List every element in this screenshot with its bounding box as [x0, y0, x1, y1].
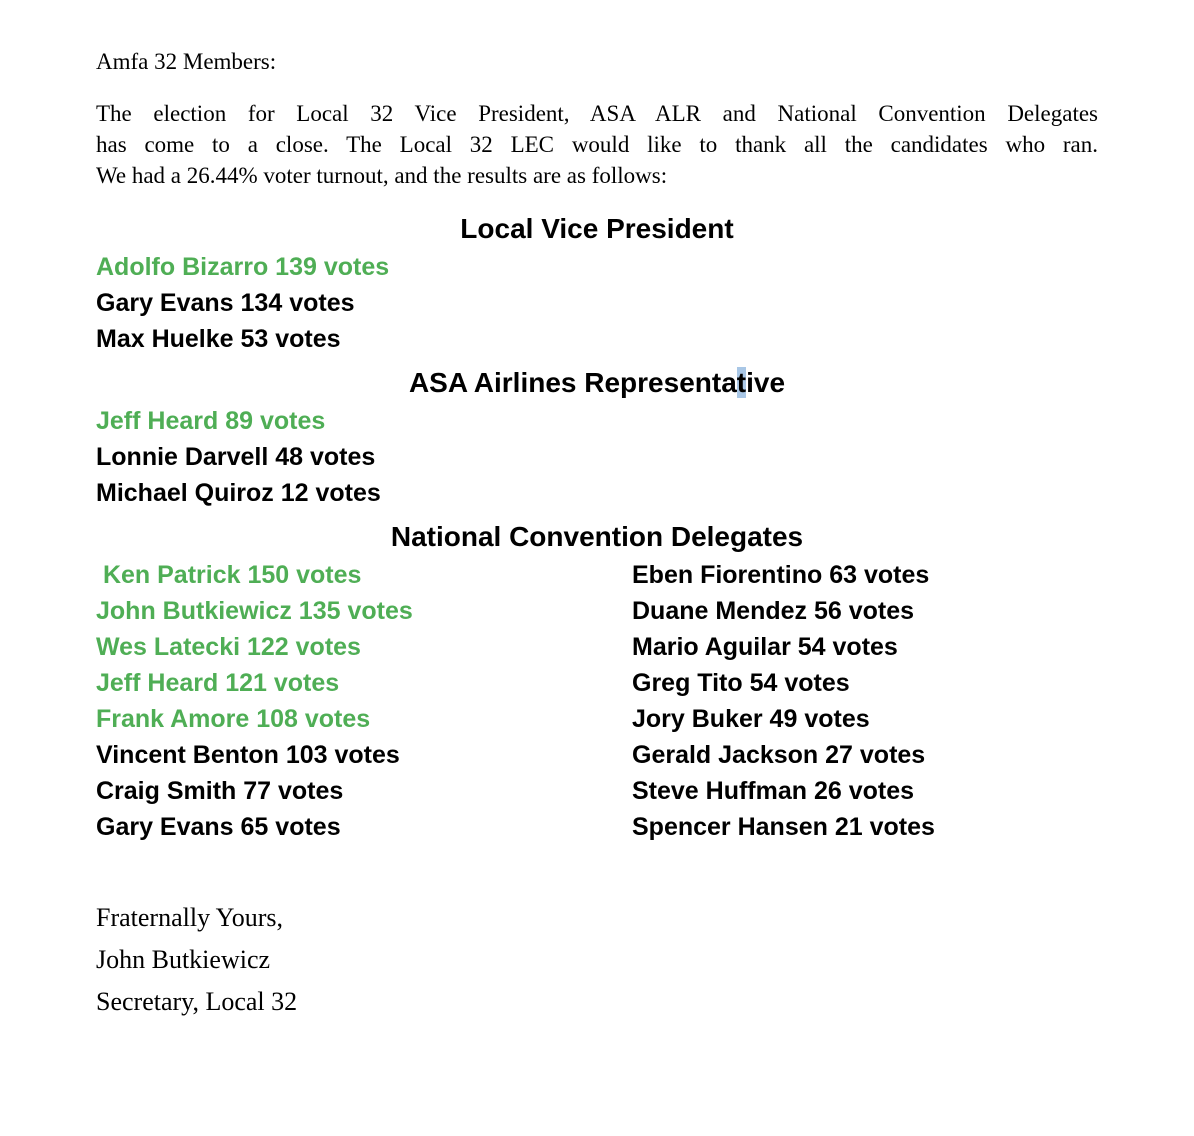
candidate-result-line: Greg Tito 54 votes [632, 669, 850, 697]
candidate-result-line: Steve Huffman 26 votes [632, 777, 915, 805]
delegates-right-column [632, 557, 1098, 845]
heading-text: ASA Airlines Representa [408, 367, 737, 398]
greeting-line: Amfa 32 Members: [96, 49, 277, 74]
signature-line: Secretary, Local 32 [96, 987, 298, 1016]
intro-line: The election for Local 32 Vice President, ASA ALR and National Convention Delegates [96, 101, 1098, 126]
delegates-left-column [96, 557, 632, 845]
text-selection-highlight: t [736, 367, 747, 398]
candidate-result-line: Jeff Heard 89 votes [96, 407, 326, 435]
candidate-result-line: Ken Patrick 150 votes [96, 561, 362, 589]
candidate-result-line: Adolfo Bizarro 139 votes [96, 253, 390, 281]
intro-paragraph [96, 98, 1098, 191]
candidate-result-line: Mario Aguilar 54 votes [632, 633, 898, 661]
candidate-result-line: Craig Smith 77 votes [96, 777, 344, 805]
section-heading-local-vice-president: Local Vice President [460, 213, 734, 244]
candidate-result-line: Eben Fiorentino 63 votes [632, 561, 930, 589]
candidate-result-line: Gary Evans 65 votes [96, 813, 341, 841]
candidate-result-line: Lonnie Darvell 48 votes [96, 443, 376, 471]
candidate-result-line: Max Huelke 53 votes [96, 325, 341, 353]
local-vice-president-results [96, 249, 1098, 357]
intro-line: We had a 26.44% voter turnout, and the results are as follows: [96, 163, 668, 188]
section-heading-asa-airlines-representative [96, 363, 1098, 403]
signature-line: Fraternally Yours, [96, 903, 284, 932]
candidate-result-line: Gary Evans 134 votes [96, 289, 355, 317]
asa-airlines-representative-results [96, 403, 1098, 511]
candidate-result-line: Jory Buker 49 votes [632, 705, 870, 733]
candidate-result-line: Jeff Heard 121 votes [96, 669, 340, 697]
section-heading-national-convention-delegates: National Convention Delegates [390, 521, 804, 552]
signature-line: John Butkiewicz [96, 945, 271, 974]
candidate-result-line: Gerald Jackson 27 votes [632, 741, 926, 769]
candidate-result-line: Wes Latecki 122 votes [96, 633, 361, 661]
national-convention-delegates-results [96, 557, 1098, 845]
candidate-result-line: John Butkiewicz 135 votes [96, 597, 413, 625]
candidate-result-line: Vincent Benton 103 votes [96, 741, 400, 769]
candidate-result-line: Duane Mendez 56 votes [632, 597, 915, 625]
intro-line: has come to a close. The Local 32 LEC would like to thank all the candidates who ran. [96, 132, 1098, 157]
signature-block [96, 897, 1098, 1023]
candidate-result-line: Michael Quiroz 12 votes [96, 479, 381, 507]
candidate-result-line: Spencer Hansen 21 votes [632, 813, 935, 841]
candidate-result-line: Frank Amore 108 votes [96, 705, 371, 733]
heading-text: ive [746, 367, 786, 398]
